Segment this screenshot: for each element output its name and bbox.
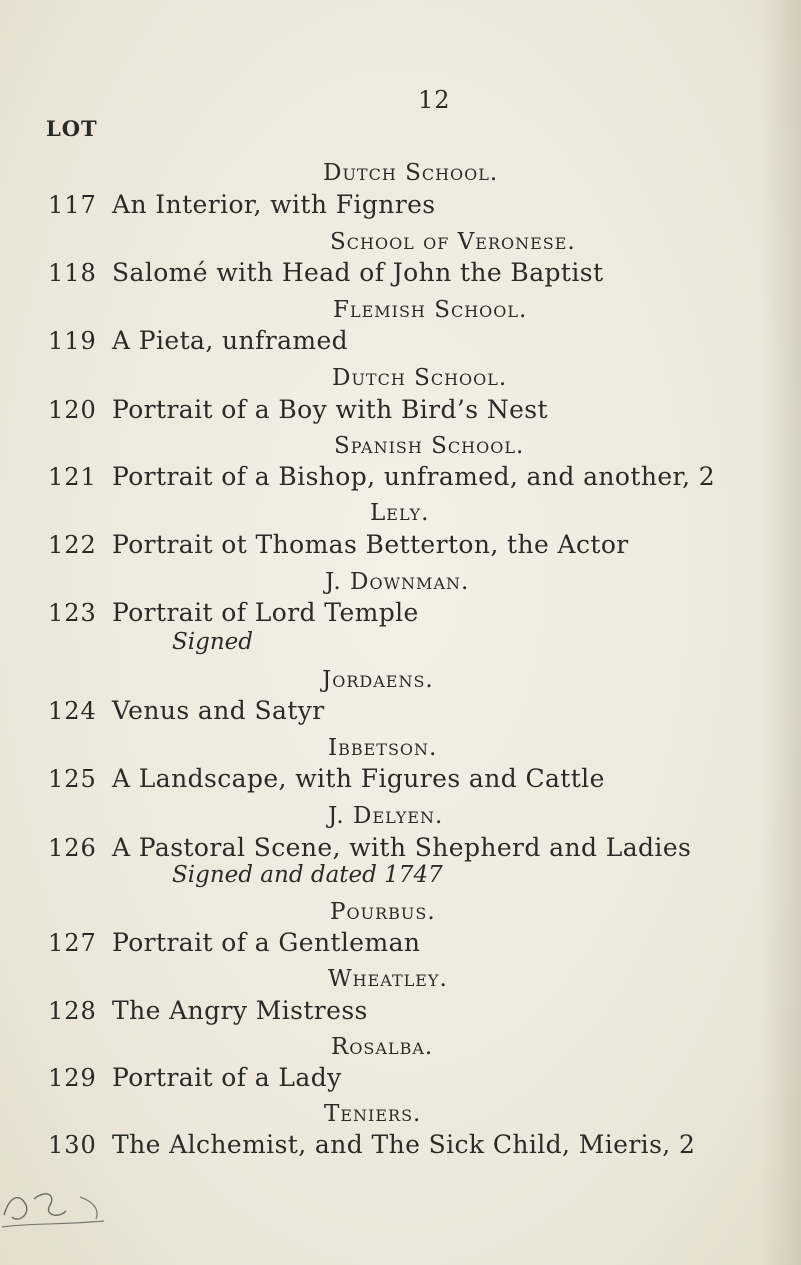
lot-130-number: 130 <box>48 1131 97 1159</box>
lot-128-number: 128 <box>48 997 97 1025</box>
lot-119-title: A Pieta, unframed <box>112 326 349 355</box>
lot-117-title: An Interior, with Fignres <box>112 190 436 219</box>
lot-129-school: Rosalba. <box>331 1034 434 1060</box>
lot-130-title: The Alchemist, and The Sick Child, Mieris, 2 <box>112 1130 696 1159</box>
lot-117-school: Dutch School. <box>323 160 499 186</box>
lot-118-number: 118 <box>48 259 97 287</box>
lot-125-number: 125 <box>48 765 97 793</box>
lot-column-header: LOT <box>46 116 98 141</box>
page-number: 12 <box>418 86 451 114</box>
lot-123-number: 123 <box>48 599 97 627</box>
lot-127-number: 127 <box>48 929 97 957</box>
lot-121-number: 121 <box>48 463 97 491</box>
lot-117-number: 117 <box>48 191 97 219</box>
lot-130-school: Teniers. <box>324 1101 422 1127</box>
lot-127-title: Portrait of a Gentleman <box>112 928 421 957</box>
lot-123-school: J. Downman. <box>325 569 470 595</box>
lot-123-title: Portrait of Lord Temple <box>112 598 419 627</box>
lot-125-school: Ibbetson. <box>328 735 438 761</box>
lot-128-title: The Angry Mistress <box>112 996 368 1025</box>
lot-124-school: Jordaens. <box>322 667 434 693</box>
lot-118-school: School of Veronese. <box>330 229 576 255</box>
lot-122-school: Lely. <box>370 500 430 526</box>
lot-119-school: Flemish School. <box>333 297 528 323</box>
lot-120-school: Dutch School. <box>332 365 508 391</box>
lot-129-number: 129 <box>48 1064 97 1092</box>
lot-124-title: Venus and Satyr <box>112 696 325 725</box>
lot-120-title: Portrait of a Boy with Bird’s Nest <box>112 395 548 424</box>
pencil-scribble-icon <box>0 1175 110 1235</box>
lot-122-number: 122 <box>48 531 97 559</box>
lot-123-note: Signed <box>172 629 253 655</box>
lot-126-note: Signed and dated 1747 <box>172 862 443 888</box>
lot-119-number: 119 <box>48 327 97 355</box>
lot-126-title: A Pastoral Scene, with Shepherd and Ladies <box>112 833 692 862</box>
lot-121-title: Portrait of a Bishop, unframed, and another, 2 <box>112 462 716 491</box>
lot-126-school: J. Delyen. <box>328 803 444 829</box>
lot-124-number: 124 <box>48 697 97 725</box>
lot-129-title: Portrait of a Lady <box>112 1063 342 1092</box>
lot-126-number: 126 <box>48 834 97 862</box>
lot-118-title: Salomé with Head of John the Baptist <box>112 258 604 287</box>
lot-128-school: Wheatley. <box>328 966 448 992</box>
lot-127-school: Pourbus. <box>330 899 436 925</box>
lot-125-title: A Landscape, with Figures and Cattle <box>112 764 605 793</box>
page-edge-shadow <box>761 0 801 1265</box>
lot-120-number: 120 <box>48 396 97 424</box>
lot-122-title: Portrait ot Thomas Betterton, the Actor <box>112 530 629 559</box>
lot-121-school: Spanish School. <box>334 433 525 459</box>
